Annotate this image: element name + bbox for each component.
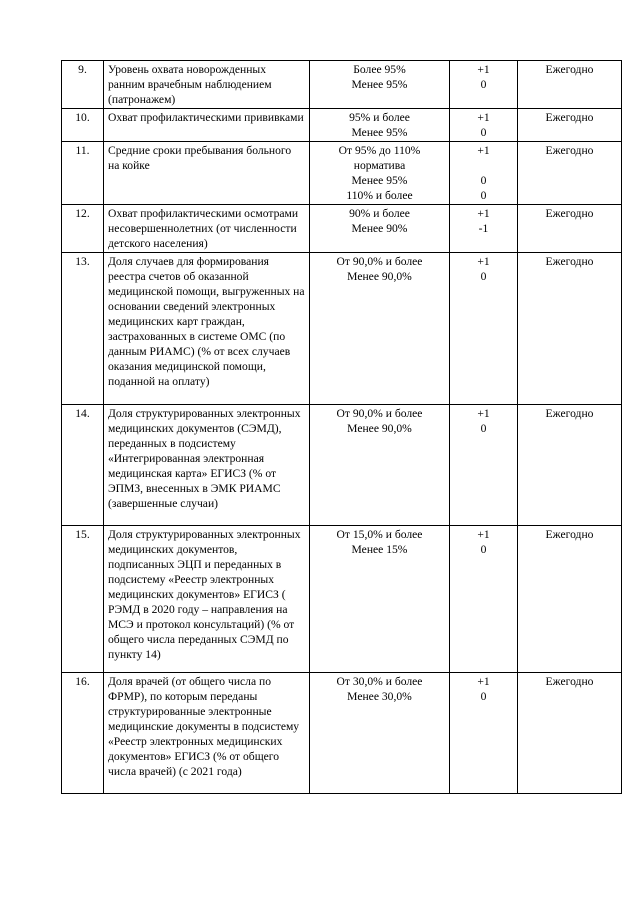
criteria-values [310,142,450,205]
table-row [62,253,622,405]
indicator-name: Доля структурированных электронных медицинских документов, подписанных ЭЦП и переданных в подсистему «Реестр электронных медицинских документов» ЕГИСЗ ( РЭМД в 2020 году – направления на МСЭ и протокол консультаций) (% от общего числа переданных СЭМД по пункту 14) [104,526,310,673]
score-value: +1 [477,144,490,157]
score-values [450,405,518,526]
indicator-name: Охват профилактическими осмотрами несовершеннолетних (от численности детского населения) [104,205,310,253]
criteria-value: Менее 15% [351,543,408,556]
table-row [62,673,622,794]
criteria-value: Менее 90,0% [347,270,412,283]
score-values [450,673,518,794]
score-value [454,158,513,173]
criteria-value: От 90,0% и более [336,407,423,420]
score-value: 0 [480,270,487,283]
criteria-values [310,205,450,253]
criteria-value: От 95% до 110% [338,144,421,157]
criteria-value: Менее 90% [351,222,408,235]
criteria-value: От 30,0% и более [336,675,423,688]
row-number: 11. [62,142,104,205]
score-value: 0 [480,690,487,703]
table-row [62,205,622,253]
period: Ежегодно [518,405,622,526]
table-row [62,142,622,205]
score-values [450,205,518,253]
period: Ежегодно [518,109,622,142]
table-row [62,405,622,526]
score-values [450,253,518,405]
criteria-value: Менее 95% [351,174,408,187]
criteria-value: Менее 90,0% [347,422,412,435]
score-value: +1 [477,207,490,220]
row-number: 15. [62,526,104,673]
indicators-table [61,60,622,794]
score-value: +1 [477,407,490,420]
criteria-values [310,61,450,109]
score-value: 0 [480,78,487,91]
table-row [62,61,622,109]
criteria-values [310,109,450,142]
score-values [450,61,518,109]
score-values [450,526,518,673]
criteria-value: 90% и более [349,207,410,220]
criteria-value: норматива [353,159,406,172]
criteria-value: От 15,0% и более [336,528,423,541]
indicator-name: Доля случаев для формирования реестра счетов об оказанной медицинской помощи, выгруженных на основании сведений электронных медицинских карт граждан, застрахованных в системе ОМС (по данным РИАМС) (% от всех случаев оказания медицинской помощи, поданной на оплату) [104,253,310,405]
score-values [450,109,518,142]
criteria-values [310,526,450,673]
criteria-value: 95% и более [349,111,410,124]
criteria-value: От 90,0% и более [336,255,423,268]
criteria-value: Более 95% [353,63,406,76]
table-row [62,109,622,142]
indicator-name: Охват профилактическими прививками [104,109,310,142]
period: Ежегодно [518,253,622,405]
indicator-name: Доля врачей (от общего числа по ФРМР), по которым переданы структурированные электронные медицинские документы в подсистему «Реестр электронных медицинских документов» ЕГИСЗ (% от общего числа врачей) (с 2021 года) [104,673,310,794]
table-row [62,526,622,673]
score-value: +1 [477,255,490,268]
indicator-name: Уровень охвата новорожденных ранним врачебным наблюдением (патронажем) [104,61,310,109]
row-number: 16. [62,673,104,794]
period: Ежегодно [518,673,622,794]
criteria-values [310,405,450,526]
row-number: 14. [62,405,104,526]
criteria-value: Менее 95% [351,78,408,91]
row-number: 9. [62,61,104,109]
score-value: +1 [477,528,490,541]
score-values [450,142,518,205]
period: Ежегодно [518,205,622,253]
row-number: 12. [62,205,104,253]
score-value: +1 [477,111,490,124]
score-value: 0 [480,174,487,187]
criteria-values [310,253,450,405]
period: Ежегодно [518,526,622,673]
row-number: 10. [62,109,104,142]
criteria-value: Менее 30,0% [347,690,412,703]
indicator-name: Средние сроки пребывания больного на койке [104,142,310,205]
score-value: -1 [478,222,489,235]
criteria-values [310,673,450,794]
indicator-name: Доля структурированных электронных медицинских документов (СЭМД), переданных в подсистему «Интегрированная электронная медицинская карта» ЕГИСЗ (% от ЭПМЗ, внесенных в ЭМК РИАМС (завершенные случаи) [104,405,310,526]
period: Ежегодно [518,61,622,109]
score-value: 0 [480,189,487,202]
criteria-value: 110% и более [346,189,413,202]
criteria-value: Менее 95% [351,126,408,139]
row-number: 13. [62,253,104,405]
score-value: 0 [480,422,487,435]
score-value: +1 [477,63,490,76]
period: Ежегодно [518,142,622,205]
score-value: 0 [480,126,487,139]
score-value: +1 [477,675,490,688]
score-value: 0 [480,543,487,556]
